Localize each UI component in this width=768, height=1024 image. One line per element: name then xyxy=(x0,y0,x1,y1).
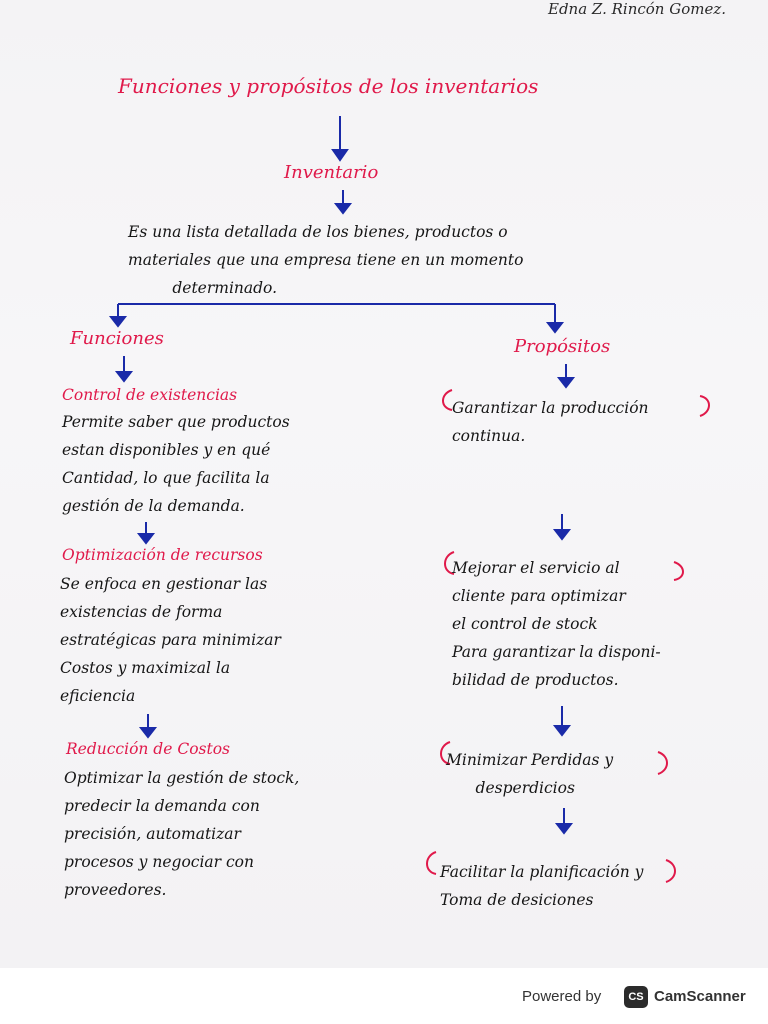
control-existencias-text: Permite saber que productos estan disponibles y en qué Cantidad, lo que facilita la gestión de la demanda. xyxy=(62,413,290,515)
mejorar-servicio-text: Mejorar el servicio al cliente para optimizar el control de stock Para garantizar la disponi- bilidad de productos. xyxy=(452,559,661,689)
optimizacion-recursos-text: Se enfoca en gestionar las existencias de forma estratégicas para minimizar Costos y maximizal la eficiencia xyxy=(60,575,281,705)
arrowhead-1 xyxy=(333,150,347,160)
arrowhead-8 xyxy=(559,378,573,387)
bracket-close-1 xyxy=(700,396,709,416)
control-existencias-title: Control de existencias xyxy=(62,386,238,404)
reduccion-costos-title: Reducción de Costos xyxy=(66,740,230,758)
arrowhead-11 xyxy=(557,824,571,833)
bracket-open-4 xyxy=(427,852,436,874)
camscanner-brand: CamScanner xyxy=(654,988,746,1005)
facilitar-planificacion-text: Facilitar la planificación y Toma de desiciones xyxy=(440,863,644,909)
minimizar-perdidas-text: Minimizar Perdidas y desperdicios xyxy=(446,751,614,797)
arrowhead-5 xyxy=(117,372,131,381)
optimizacion-recursos-title: Optimización de recursos xyxy=(62,546,263,564)
bracket-close-2 xyxy=(674,562,683,580)
bracket-open-1 xyxy=(443,390,452,410)
arrowhead-2 xyxy=(336,204,350,213)
page-title: Funciones y propósitos de los inventarios xyxy=(118,74,539,98)
camscanner-logo-icon: CS xyxy=(624,986,648,1008)
subtitle-inventario: Inventario xyxy=(284,162,379,183)
arrowhead-7 xyxy=(141,728,155,737)
funciones-heading: Funciones xyxy=(70,328,164,349)
arrowhead-3 xyxy=(111,317,125,326)
definition-text: Es una lista detallada de los bienes, productos o materiales que una empresa tiene en un momento determinado. xyxy=(128,223,524,297)
bracket-close-4 xyxy=(666,860,675,882)
garantizar-produccion-text: Garantizar la producción continua. xyxy=(452,399,649,445)
footer-bar xyxy=(0,968,768,1024)
arrowhead-10 xyxy=(555,726,569,735)
bracket-close-3 xyxy=(658,752,667,774)
author-name: Edna Z. Rincón Gomez. xyxy=(548,0,727,18)
arrowhead-6 xyxy=(139,534,153,543)
arrowhead-9 xyxy=(555,530,569,539)
reduccion-costos-text: Optimizar la gestión de stock, predecir la demanda con precisión, automatizar procesos y negociar con proveedores. xyxy=(64,769,300,899)
propositos-heading: Propósitos xyxy=(514,336,611,357)
powered-by-label: Powered by xyxy=(522,988,602,1005)
arrowhead-4 xyxy=(548,323,562,332)
